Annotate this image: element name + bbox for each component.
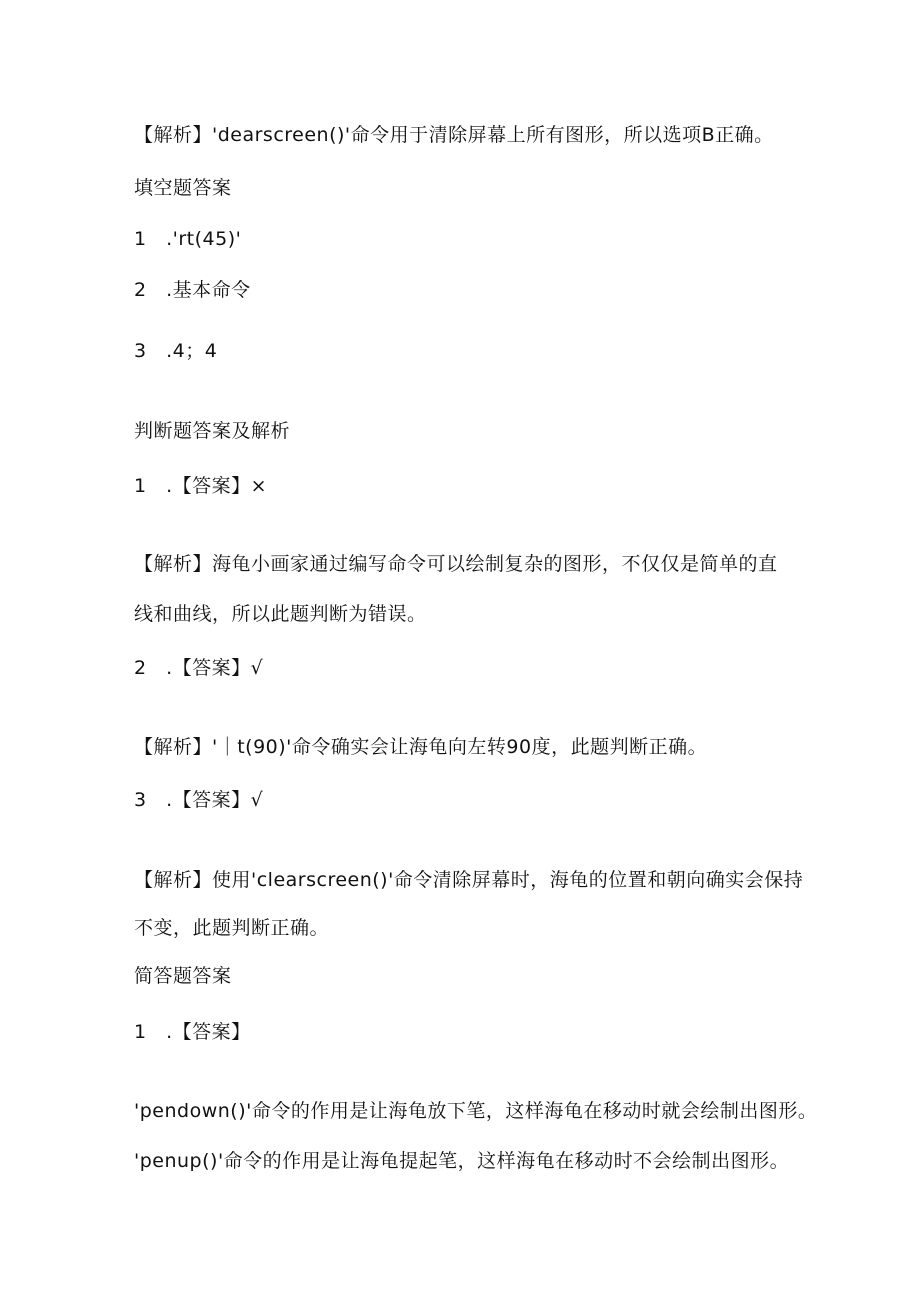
short-answer-penup: 'penup()'命令的作用是让海龟提起笔，这样海龟在移动时不会绘制出图形。 <box>134 1150 790 1172</box>
true-false-analysis-2: 【解析】'｜t(90)'命令确实会让海龟向左转90度，此题判断正确。 <box>134 736 708 758</box>
analysis-clearscreen-choice: 【解析】'dearscreen()'命令用于清除屏幕上所有图形，所以选项B正确。 <box>134 124 774 146</box>
short-answer-pendown: 'pendown()'命令的作用是让海龟放下笔，这样海龟在移动时就会绘制出图形。 <box>134 1100 818 1122</box>
true-false-analysis-3-line-1: 【解析】使用'clearscreen()'命令清除屏幕时，海龟的位置和朝向确实会保持 <box>134 869 804 891</box>
fill-in-answer-3: 3 .4；4 <box>134 340 218 362</box>
true-false-analysis-3-line-2: 不变，此题判断正确。 <box>134 917 330 939</box>
true-false-answer-3: 3 .【答案】√ <box>134 789 264 811</box>
short-answer-1: 1 .【答案】 <box>134 1021 251 1043</box>
true-false-answer-1: 1 .【答案】× <box>134 475 268 497</box>
true-false-analysis-1-line-1: 【解析】海龟小画家通过编写命令可以绘制复杂的图形，不仅仅是简单的直 <box>134 553 778 575</box>
fill-in-answer-1: 1 .'rt(45)' <box>134 228 242 250</box>
true-false-answer-2: 2 .【答案】√ <box>134 657 264 679</box>
section-heading-short-answer: 简答题答案 <box>134 965 232 987</box>
section-heading-fill-in: 填空题答案 <box>134 177 232 199</box>
fill-in-answer-2: 2 .基本命令 <box>134 279 251 301</box>
section-heading-true-false: 判断题答案及解析 <box>134 420 291 442</box>
true-false-analysis-1-line-2: 线和曲线，所以此题判断为错误。 <box>134 603 427 625</box>
